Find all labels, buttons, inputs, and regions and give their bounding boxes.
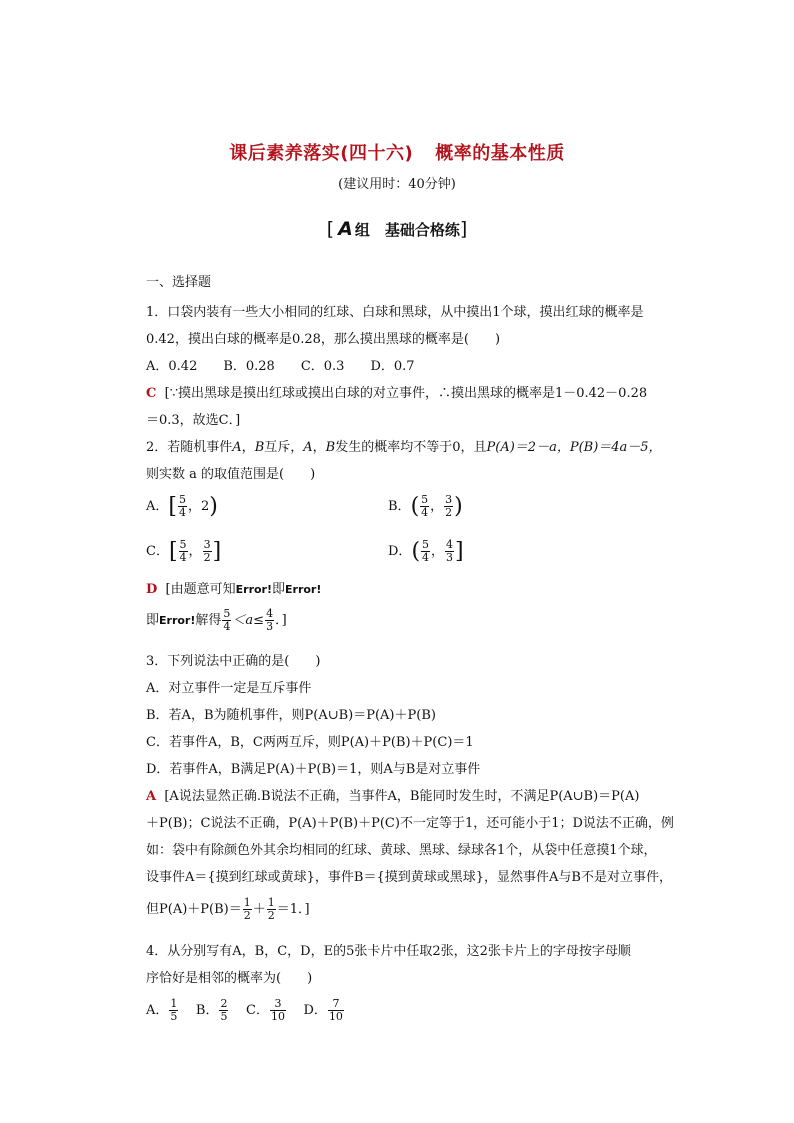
q2-exp-text: ＜a≤ <box>232 613 265 628</box>
page-title <box>0 139 794 165</box>
fraction: $\frac{5}{4}$ <box>179 538 187 564</box>
group-open-bracket: [ <box>326 218 335 240</box>
error-placeholder: Error! <box>285 583 322 596</box>
group-label: 组 基础合格练 <box>354 221 460 239</box>
q2-explanation-line1 <box>146 578 321 597</box>
q2-text: 2．若随机事件 <box>146 440 233 455</box>
time-note: (建议用时：40分钟) <box>338 177 456 192</box>
fraction: $\frac{1}{2}$ <box>243 896 251 922</box>
option-label: D． <box>388 544 412 559</box>
fraction: $\frac{5}{4}$ <box>223 607 231 633</box>
comma: ， <box>188 544 202 559</box>
q2-text: ， <box>312 440 326 455</box>
q1-options: A．0.42 B．0.28 C．0.3 D．0.7 <box>146 359 415 374</box>
q2-exp-text: 即 <box>146 613 160 628</box>
interval-bracket: ( <box>411 539 421 564</box>
title-main: 课后素养落实(四十六) <box>229 143 414 164</box>
fraction: $\frac{3}{2}$ <box>445 493 453 519</box>
title-topic: 概率的基本性质 <box>435 143 565 164</box>
q1-stem-line2: 0.42，摸出白球的概率是0.28，那么摸出黑球的概率是( ) <box>146 332 501 347</box>
fraction: $\frac{4}{3}$ <box>266 607 274 633</box>
q1-explanation-line2: ＝0.3，故选C．] <box>146 413 241 428</box>
fraction: $\frac{1}{5}$ <box>170 997 178 1023</box>
comma: ， <box>430 499 444 514</box>
option-label: C． <box>246 1003 269 1018</box>
fraction: $\frac{3}{2}$ <box>203 538 211 564</box>
fraction: $\frac{5}{4}$ <box>421 493 429 519</box>
q4-stem-line2: 序恰好是相邻的概率为( ) <box>146 971 313 986</box>
q1-stem-line1: 1．口袋内装有一些大小相同的红球、白球和黑球，从中摸出1个球，摸出红球的概率是 <box>146 305 644 320</box>
q3-explanation-line3: 如：袋中有除颜色外其余均相同的红球、黄球、黑球、绿球各1个，从袋中任意摸1个球， <box>146 843 657 858</box>
q4-options <box>146 998 345 1023</box>
q3-option-b: B．若A，B为随机事件，则P(A∪B)＝P(A)＋P(B) <box>146 708 436 723</box>
q3-stem: 3．下列说法中正确的是( ) <box>146 654 321 669</box>
q2-exp-text: ．] <box>275 613 287 628</box>
option-label: B． <box>388 499 411 514</box>
q2-answer: D <box>146 582 158 597</box>
q3-explanation-line4: 设事件A＝{摸到红球或黄球}，事件B＝{摸到黄球或黑球}，显然事件A与B不是对立事件， <box>146 870 672 885</box>
q2-var: A <box>303 440 313 455</box>
q2-explanation-line2 <box>146 608 287 633</box>
comma: ， <box>431 544 445 559</box>
q3-explanation-line1 <box>146 785 639 804</box>
q2-option-c <box>146 539 221 564</box>
q3-option-a: A．对立事件一定是互斥事件 <box>146 681 312 696</box>
q3-explanation-line5 <box>146 897 310 922</box>
q2-formula: P(A)＝2－a，P(B)＝4a－5， <box>486 440 662 455</box>
interval-bracket: ( <box>410 494 420 519</box>
option-label: B． <box>195 1003 219 1018</box>
q3-explanation-line2: ＋P(B)；C说法不正确，P(A)＋P(B)＋P(C)不一定等于1，还可能小于1；D说法不正确，例 <box>146 816 674 831</box>
q2-stem-line1 <box>146 436 662 455</box>
comma: ， <box>187 499 201 514</box>
fraction: $\frac{4}{3}$ <box>446 538 454 564</box>
q2-exp-text: 解得 <box>195 613 222 628</box>
q3-answer: A <box>146 789 157 804</box>
bound: 2 <box>201 499 210 514</box>
q2-var: A <box>232 440 242 455</box>
fraction: $\frac{5}{4}$ <box>422 538 430 564</box>
option-label: A． <box>146 499 169 514</box>
q1-exp1: [∵摸出黑球是摸出红球或摸出白球的对立事件，∴摸出黑球的概率是1－0.42－0.28 <box>164 386 648 401</box>
q2-exp-text: 即 <box>272 582 286 597</box>
q3-exp-text: 但P(A)＋P(B)＝ <box>146 902 242 917</box>
q4-stem-line1: 4．从分别写有A，B，C，D，E的5张卡片中任取2张，这2张卡片上的字母按字母顺 <box>146 944 631 959</box>
q2-text: 发生的概率均不等于0，且 <box>335 440 487 455</box>
error-placeholder: Error! <box>159 614 196 627</box>
interval-bracket: [ <box>168 494 177 519</box>
q3-exp-text: ＝1．] <box>276 902 310 917</box>
fraction: $\frac{7}{10}$ <box>328 997 343 1023</box>
q2-var: B <box>254 440 265 455</box>
q2-stem-line2: 则实数 a 的取值范围是( ) <box>146 467 316 482</box>
q1-explanation-line1 <box>146 382 647 401</box>
q2-var: B <box>325 440 336 455</box>
interval-bracket: [ <box>168 539 178 564</box>
q3-exp-text: [A说法显然正确.B说法不正确，当事件A，B能同时发生时，不满足P(A∪B)＝P(A) <box>164 789 640 804</box>
group-letter: A <box>338 218 353 240</box>
interval-bracket: ] <box>212 539 222 564</box>
q3-option-d: D．若事件A，B满足P(A)＋P(B)＝1，则A与B是对立事件 <box>146 762 481 777</box>
interval-bracket: ) <box>209 494 218 519</box>
q2-exp-text: [由题意可知 <box>165 582 236 597</box>
interval-bracket: ) <box>454 494 463 519</box>
q3-option-c: C．若事件A，B，C两两互斥，则P(A)＋P(B)＋P(C)＝1 <box>146 735 474 750</box>
option-label: C． <box>146 544 169 559</box>
option-label: A． <box>146 1003 169 1018</box>
q3-exp-text: ＋ <box>252 902 266 917</box>
q2-text: ， <box>241 440 255 455</box>
q2-option-d <box>388 539 464 564</box>
group-close-bracket: ] <box>459 218 468 240</box>
error-placeholder: Error! <box>235 583 272 596</box>
q2-text: 互斥， <box>264 440 304 455</box>
fraction: $\frac{5}{4}$ <box>178 493 186 519</box>
q2-option-b <box>388 494 463 519</box>
fraction: $\frac{1}{2}$ <box>267 896 275 922</box>
fraction: $\frac{3}{10}$ <box>270 997 285 1023</box>
interval-bracket: ] <box>455 539 464 564</box>
option-label: D． <box>303 1003 327 1018</box>
q1-answer: C <box>146 386 157 401</box>
section-heading: 一、选择题 <box>146 275 212 290</box>
q2-option-a <box>146 494 218 519</box>
group-heading <box>0 218 794 240</box>
fraction: $\frac{2}{5}$ <box>220 997 228 1023</box>
